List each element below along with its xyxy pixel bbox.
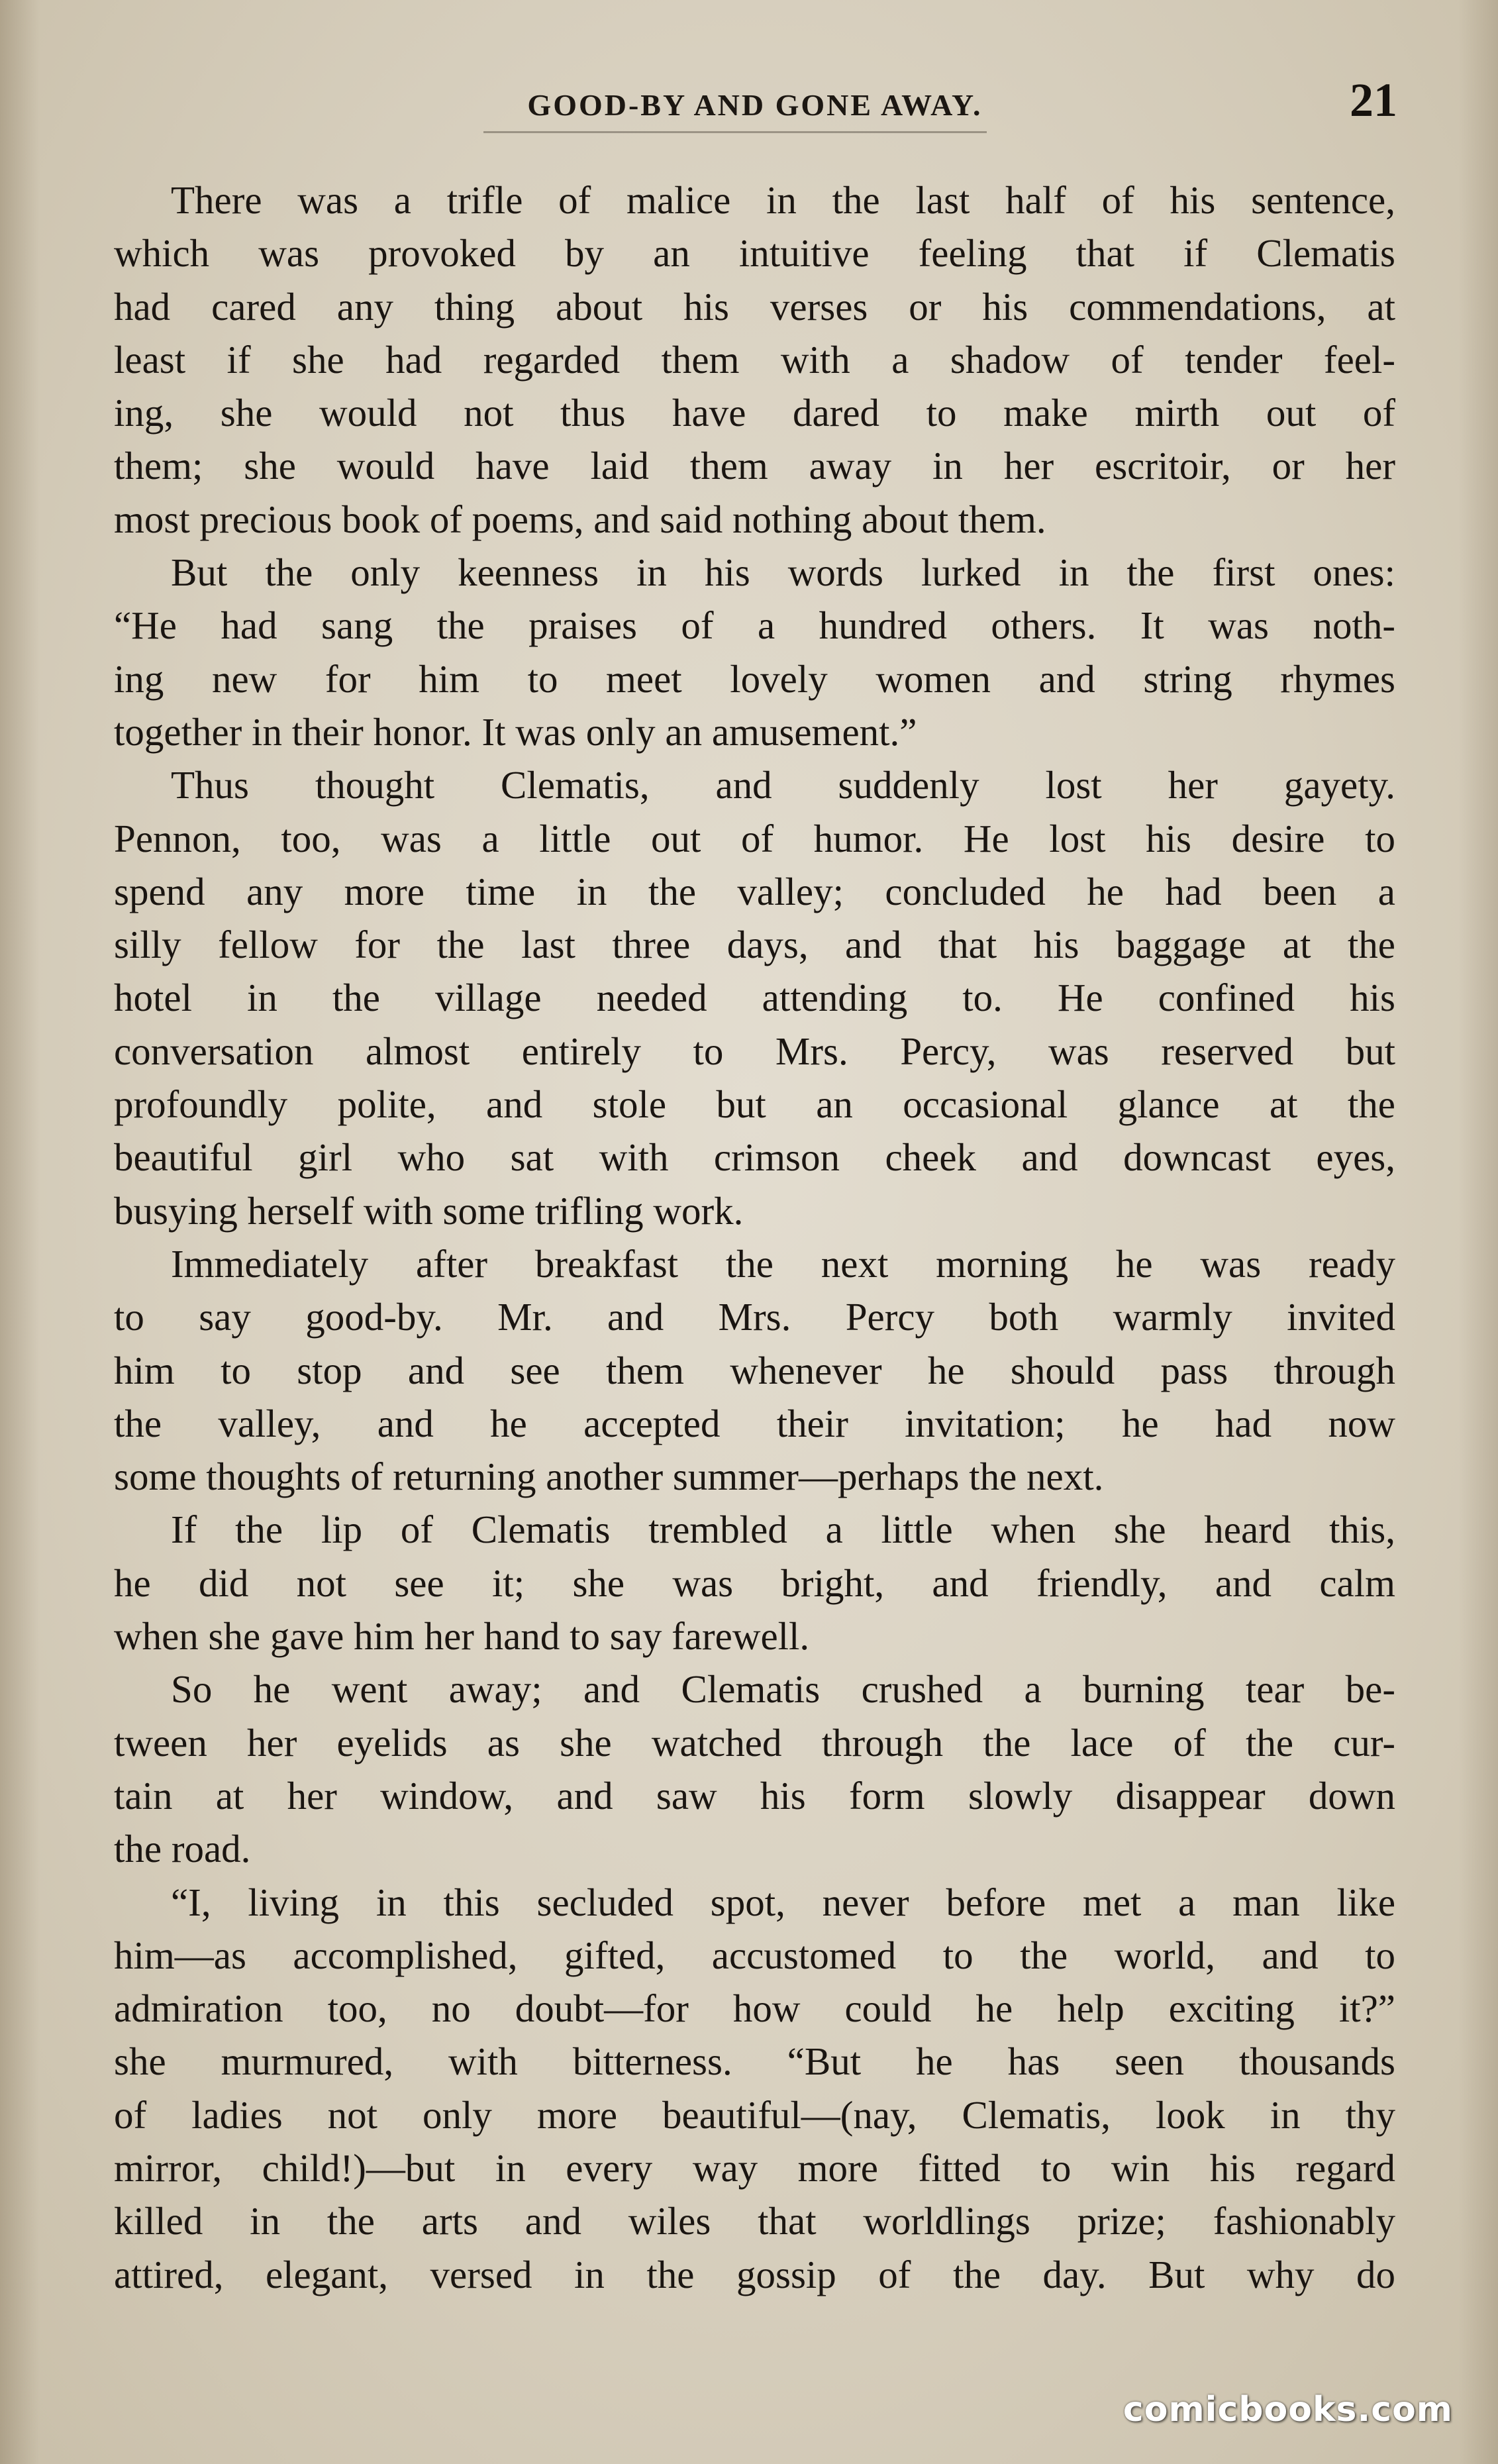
paragraph <box>114 1503 1395 1663</box>
paragraph <box>114 546 1395 758</box>
text-line: killed in the arts and wiles that worldlings prize; fashionably <box>114 2199 1395 2243</box>
paragraph <box>114 174 1395 546</box>
text-line: mirror, child!)—but in every way more fitted to win his regard <box>114 2145 1395 2190</box>
text-line: had cared any thing about his verses or his commendations, at <box>114 284 1395 329</box>
text-line: conversation almost entirely to Mrs. Percy, was reserved but <box>114 1029 1395 1073</box>
page-edge-shadow-left <box>0 0 40 2464</box>
paragraph <box>114 758 1395 1237</box>
header-rule <box>483 131 987 133</box>
text-line: So he went away; and Clematis crushed a burning tear be- <box>171 1667 1395 1712</box>
text-line: Pennon, too, was a little out of humor. He lost his desire to <box>114 816 1395 860</box>
text-line: busying herself with some trifling work. <box>114 1188 744 1233</box>
text-line: But the only keenness in his words lurked in the first ones: <box>171 550 1395 595</box>
text-line: to say good-by. Mr. and Mrs. Percy both warmly invited <box>114 1295 1395 1339</box>
text-line: If the lip of Clematis trembled a little when she heard this, <box>171 1508 1395 1552</box>
paragraph <box>114 1876 1395 2301</box>
text-line: together in their honor. It was only an amusement.” <box>114 709 917 754</box>
page-edge-shadow-right <box>1458 0 1498 2464</box>
text-line: the road. <box>114 1827 251 1871</box>
text-line: ing, she would not thus have dared to make mirth out of <box>114 391 1395 435</box>
text-line: There was a trifle of malice in the last half of his sentence, <box>171 178 1395 222</box>
page-number: 21 <box>1350 74 1397 127</box>
watermark: comicbooks.com <box>1123 2390 1453 2430</box>
text-line: tween her eyelids as she watched through the lace of the cur- <box>114 1720 1395 1765</box>
text-line: some thoughts of returning another summer—perhaps the next. <box>114 1455 1104 1499</box>
text-line: least if she had regarded them with a shadow of tender feel- <box>114 337 1395 382</box>
text-line: hotel in the village needed attending to. He confined his <box>114 976 1395 1020</box>
text-line: “I, living in this secluded spot, never before met a man like <box>171 1880 1395 1924</box>
paragraph <box>114 1237 1395 1503</box>
text-line: silly fellow for the last three days, and that his baggage at the <box>114 923 1395 967</box>
page-header <box>113 73 1397 132</box>
text-line: tain at her window, and saw his form slowly disappear down <box>114 1773 1395 1818</box>
text-line: ing new for him to meet lovely women and string rhymes <box>114 656 1395 701</box>
text-line: which was provoked by an intuitive feeling that if Clematis <box>114 231 1395 276</box>
text-line: beautiful girl who sat with crimson cheek and downcast eyes, <box>114 1135 1395 1180</box>
text-line: the valley, and he accepted their invitation; he had now <box>114 1401 1395 1445</box>
text-line: “He had sang the praises of a hundred others. It was noth- <box>114 603 1395 648</box>
paragraph <box>114 1663 1395 1875</box>
text-line: of ladies not only more beautiful—(nay, Clematis, look in thy <box>114 2092 1395 2137</box>
text-line: profoundly polite, and stole but an occasional glance at the <box>114 1082 1395 1127</box>
text-line: when she gave him her hand to say farewell. <box>114 1614 810 1659</box>
text-line: he did not see it; she was bright, and friendly, and calm <box>114 1561 1395 1605</box>
text-line: Immediately after breakfast the next morning he was ready <box>171 1241 1395 1286</box>
running-head: GOOD-BY AND GONE AWAY. <box>527 88 983 122</box>
text-line: him—as accomplished, gifted, accustomed to the world, and to <box>114 1933 1395 1977</box>
text-line: she murmured, with bitterness. “But he has seen thousands <box>114 2039 1395 2084</box>
text-line: Thus thought Clematis, and suddenly lost her gayety. <box>171 763 1395 807</box>
text-line: spend any more time in the valley; concluded he had been a <box>114 869 1395 913</box>
text-line: them; she would have laid them away in her escritoir, or her <box>114 444 1395 488</box>
text-line: admiration too, no doubt—for how could he help exciting it?” <box>114 1986 1395 2031</box>
text-line: most precious book of poems, and said nothing about them. <box>114 497 1046 541</box>
text-line: him to stop and see them whenever he should pass through <box>114 1348 1395 1392</box>
body-text <box>114 174 1395 2301</box>
text-line: attired, elegant, versed in the gossip of the day. But why do <box>114 2252 1395 2296</box>
